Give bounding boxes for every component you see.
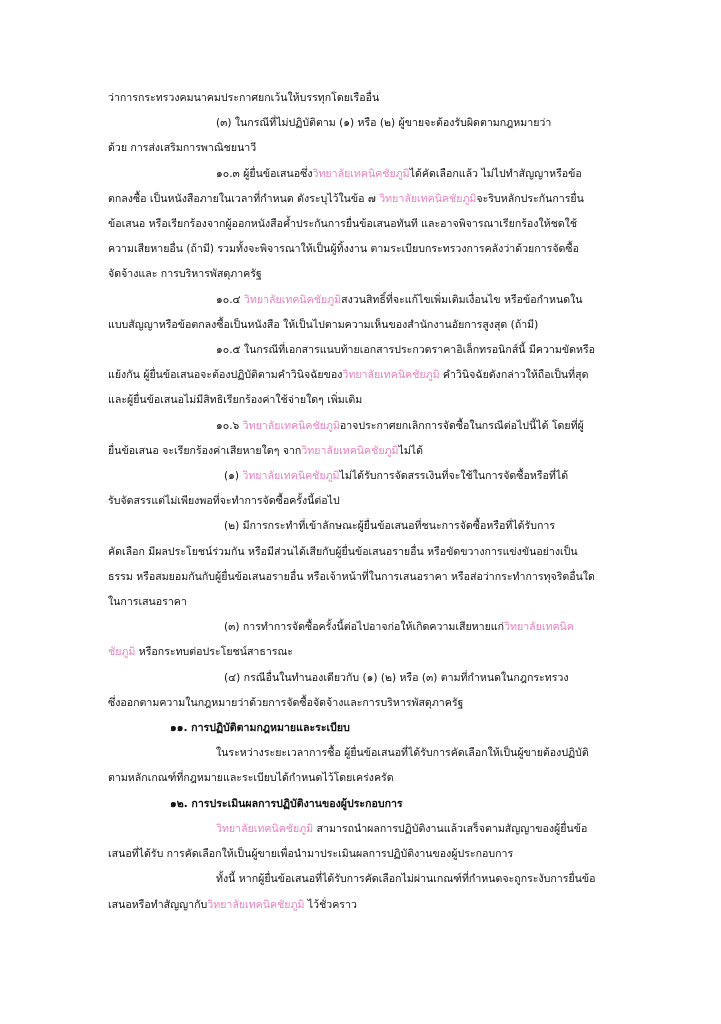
org-name-highlight: วิทยาลัยเทคนิคชัยภูมิ (242, 419, 340, 432)
document-line (108, 691, 667, 716)
section-heading-text: ๑๒. (170, 797, 188, 810)
document-line (108, 237, 667, 262)
line-text: ซึ่งออกตามความในกฎหมายว่าด้วยการจัดซื้อจัดจ้างและการบริหารพัสดุภาครัฐ (108, 696, 464, 709)
document-line (108, 363, 667, 388)
line-text: เสนอที่ได้รับ การคัดเลือกให้เป็นผู้ขายเพื่อนำมาประเมินผลการปฏิบัติงานของผู้ประกอบการ (108, 848, 514, 861)
line-text: ไม่ได้รับการจัดสรรเงินที่จะใช้ในการจัดซื้อหรือที่ได้ (339, 470, 569, 483)
line-text: แบบสัญญาหรือข้อตกลงซื้อเป็นหนังสือ ให้เป็นไปตามความเห็นของสำนักงานอัยการสูงสุด (ถ้ามี) (108, 318, 539, 331)
document-line (108, 640, 667, 665)
org-name-highlight: วิทยาลัยเทคนิคชัยภูมิ (216, 822, 314, 835)
document-line (108, 212, 667, 237)
org-name-highlight: วิทยาลัยเทคนิคชัยภูมิ (207, 898, 305, 911)
document-line (108, 464, 667, 489)
line-text: อาจประกาศยกเลิกการจัดซื้อในกรณีต่อไปนี้ได้ โดยที่ผู้ (339, 419, 584, 432)
document-line (108, 590, 667, 615)
section-heading-text: ๑๑. (170, 722, 188, 735)
document-line (108, 86, 667, 111)
org-name-highlight: วิทยาลัยเทคนิค (504, 621, 574, 634)
line-text: และผู้ยื่นข้อเสนอไม่มีสิทธิเรียกร้องค่าใช้จ่ายใดๆ เพิ่มเติม (108, 394, 363, 407)
line-text: ตามหลักเกณฑ์ที่กฎหมายและระเบียบได้กำหนดไว้โดยเคร่งครัด (108, 772, 394, 785)
document-line (108, 313, 667, 338)
line-text: จะริบหลักประกันการยื่น (476, 192, 584, 205)
org-name-highlight: ชัยภูมิ (108, 646, 136, 659)
line-text: (๓) (224, 621, 240, 634)
document-line (108, 162, 667, 187)
line-text: มีการกระทำที่เข้าลักษณะผู้ยื่นข้อเสนอที่ชนะการจัดซื้อหรือที่ได้รับการ (239, 520, 556, 533)
line-text: สามารถนำผลการปฏิบัติงานแล้วเสร็จตามสัญญาของผู้ยื่นข้อ (313, 822, 588, 835)
org-name-highlight: วิทยาลัยเทคนิคชัยภูมิ (312, 167, 410, 180)
document-line (108, 414, 667, 439)
section-heading-text: การประเมินผลการปฏิบัติงานของผู้ประกอบการ (187, 797, 403, 810)
document-line (108, 893, 667, 918)
document-line (108, 262, 667, 287)
document-line (108, 187, 667, 212)
line-text: ข้อเสนอ หรือเรียกร้องจากผู้ออกหนังสือค้ำประกันการยื่นข้อเสนอทันที และอาจพิจารณาเรียกร้องให้ชดใช้ (108, 218, 578, 231)
line-text: แย้งกัน ผู้ยื่นข้อเสนอจะต้องปฏิบัติตามคำวินิจฉัยของ (108, 369, 343, 382)
document-line (108, 615, 667, 640)
org-name-highlight: วิทยาลัยเทคนิคชัยภูมิ (301, 444, 399, 457)
line-text: คัดเลือก มีผลประโยชน์ร่วมกัน หรือมีส่วนได้เสียกับผู้ยื่นข้อเสนอรายอื่น หรือขัดขวางการแข่งขันอย่างเป็น (108, 545, 578, 558)
line-text: (๑) (224, 470, 239, 483)
line-text: ธรรม หรือสมยอมกันกับผู้ยื่นข้อเสนอรายอื่น หรือเจ้าหน้าที่ในการเสนอราคา หรือส่อว่ากระทำการทุจริตอื่นใด (108, 570, 595, 583)
section-heading-text: การปฏิบัติตามกฎหมายและระเบียบ (187, 722, 350, 735)
line-text: ๑๐.๕ (216, 344, 241, 357)
line-text: ไว้ชั่วคราว (304, 898, 357, 911)
line-text: หรือกระทบต่อประโยชน์สาธารณะ (135, 646, 293, 659)
document-line (108, 741, 667, 766)
line-text: ตกลงซื้อ เป็นหนังสือภายในเวลาที่กำหนด ดังระบุไว้ในข้อ ๗ (108, 192, 380, 205)
document-line (108, 489, 667, 514)
line-text: คำวินิจฉัยดังกล่าวให้ถือเป็นที่สุด (439, 369, 589, 382)
document-line (108, 338, 667, 363)
line-text: ในการเสนอราคา (108, 596, 187, 609)
line-text: ด้วย การส่งเสริมการพาณิชยนาวี (108, 142, 257, 155)
org-name-highlight: วิทยาลัยเทคนิคชัยภูมิ (342, 369, 440, 382)
line-text: กรณีอื่นในทำนองเดียวกับ (๑) (๒) หรือ (๓) ตามที่กำหนดในกฎกระทรวง (240, 671, 569, 684)
line-text: สงวนสิทธิ์ที่จะแก้ไขเพิ่มเติมเงื่อนไข หรือข้อกำหนดใน (341, 293, 583, 306)
org-name-highlight: วิทยาลัยเทคนิคชัยภูมิ (242, 470, 340, 483)
org-name-highlight: วิทยาลัยเทคนิคชัยภูมิ (243, 293, 342, 306)
document-line (108, 666, 667, 691)
line-text: ผู้ยื่นข้อเสนอซึ่ง (239, 167, 313, 180)
line-text: (๔) (224, 671, 241, 684)
document-line (108, 288, 667, 313)
line-text: ในระหว่างระยะเวลาการซื้อ ผู้ยื่นข้อเสนอที่ได้รับการคัดเลือกให้เป็นผู้ขายต้องปฏิบัติ (216, 747, 589, 760)
document-line (108, 439, 667, 464)
line-text: ได้คัดเลือกแล้ว ไม่ไปทำสัญญาหรือข้อ (409, 167, 582, 180)
line-text: ยื่นข้อเสนอ จะเรียกร้องค่าเสียหายใดๆ จาก (108, 444, 302, 457)
document-line (108, 817, 667, 842)
document-line (108, 867, 667, 892)
document-line (108, 792, 667, 817)
line-text: ในกรณีที่ไม่ปฏิบัติตาม (๑) หรือ (๒) ผู้ขายจะต้องรับผิดตามกฎหมายว่า (231, 117, 552, 130)
line-text: ว่าการกระทรวงคมนาคมประกาศยกเว้นให้บรรทุกโดยเรืออื่น (108, 92, 380, 104)
document-line (108, 716, 667, 741)
document-line (108, 514, 667, 539)
document-line (108, 136, 667, 161)
document-text-body (108, 86, 667, 918)
line-text: เสนอหรือทำสัญญากับ (108, 898, 208, 911)
line-text: ๑๐.๓ (216, 167, 240, 180)
document-line (108, 540, 667, 565)
line-text: การทำการจัดซื้อครั้งนี้ต่อไปอาจก่อให้เกิดความเสียหายแก่ (239, 621, 505, 634)
line-text: ไม่ได้ (398, 444, 424, 457)
document-line (108, 766, 667, 791)
line-text: ๑๐.๖ (216, 419, 240, 432)
line-text: (๒) (224, 520, 240, 533)
line-text: ทั้งนี้ หากผู้ยื่นข้อเสนอที่ได้รับการคัดเลือกไม่ผ่านเกณฑ์ที่กำหนดจะถูกระงับการยื่นข้อ (216, 873, 596, 886)
document-line (108, 388, 667, 413)
line-text: ๑๐.๔ (216, 293, 241, 306)
line-text: (๓) (216, 117, 232, 130)
line-text: ความเสียหายอื่น (ถ้ามี) รวมทั้งจะพิจารณาให้เป็นผู้ทิ้งงาน ตามระเบียบกระทรวงการคลังว่าด้วยการจัดซื้อ (108, 243, 579, 256)
line-text: ในกรณีที่เอกสารแนบท้ายเอกสารประกวดราคาอิเล็กทรอนิกส์นี้ มีความขัดหรือ (240, 344, 595, 357)
org-name-highlight: วิทยาลัยเทคนิคชัยภูมิ (379, 192, 477, 205)
line-text: รับจัดสรรแต่ไม่เพียงพอที่จะทำการจัดซื้อครั้งนี้ต่อไป (108, 495, 340, 508)
document-line (108, 842, 667, 867)
line-text: จัดจ้างและ การบริหารพัสดุภาครัฐ (108, 268, 262, 281)
document-line (108, 565, 667, 590)
document-line (108, 111, 667, 136)
